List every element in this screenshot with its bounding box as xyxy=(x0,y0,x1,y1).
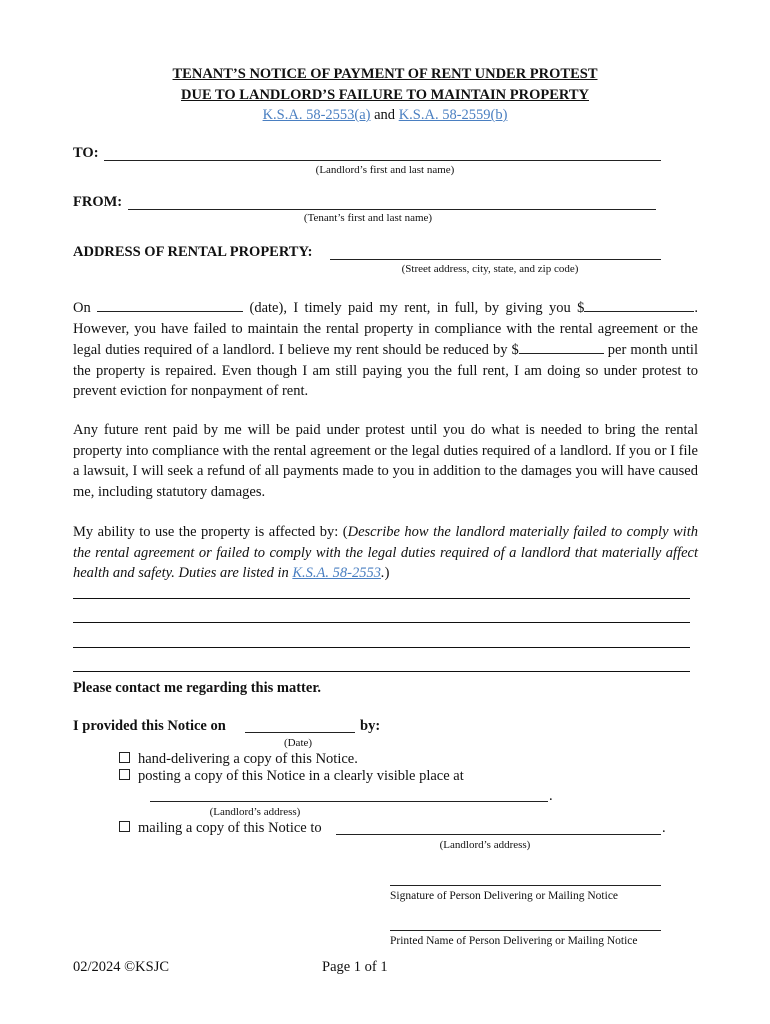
signature-field[interactable] xyxy=(390,885,661,886)
description-line-4[interactable] xyxy=(73,671,690,672)
payment-paragraph xyxy=(73,297,698,402)
payment-text-2: (date), I timely paid my rent, in full, by giving you $ xyxy=(243,300,585,316)
notice-by-label: by: xyxy=(360,718,381,734)
address-label: ADDRESS OF RENTAL PROPERTY: xyxy=(73,244,313,260)
checkbox-mailed[interactable] xyxy=(119,821,130,832)
payment-text-1: On xyxy=(73,300,98,316)
checkbox-hand-delivered[interactable] xyxy=(119,752,130,763)
future-rent-paragraph: Any future rent paid by me will be paid under protest until you do what is needed to bring the rental property into compliance with the rental agreement or the legal duties required of a landlord. If you or I file a lawsuit, I will seek a refund of all payments made to you in addition to the damages you will have caused me, including statutory damages. xyxy=(73,422,698,500)
posted-address-period: . xyxy=(549,788,553,804)
notice-date-field[interactable] xyxy=(245,732,355,733)
affected-intro: My ability to use the property is affected by: ( xyxy=(73,524,348,540)
payment-text-4: per month until the property is repaired. Even though I am still paying you the full rent, I am doing so under protest to prevent eviction for nonpayment of rent. xyxy=(73,342,698,400)
option-mailed-label: mailing a copy of this Notice to xyxy=(138,820,322,836)
mailed-address-field[interactable] xyxy=(336,834,661,835)
footer-page-number: Page 1 of 1 xyxy=(322,959,388,975)
address-caption: (Street address, city, state, and zip code) xyxy=(401,263,579,275)
description-line-2[interactable] xyxy=(73,622,690,623)
statute-link-58-2559b[interactable]: K.S.A. 58-2559(b) xyxy=(398,107,508,123)
to-caption: (Landlord’s first and last name) xyxy=(315,164,455,176)
address-field[interactable] xyxy=(330,259,661,260)
from-caption: (Tenant’s first and last name) xyxy=(303,212,433,224)
notice-date-caption: (Date) xyxy=(283,737,313,749)
document-title-line2: DUE TO LANDLORD’S FAILURE TO MAINTAIN PROPERTY xyxy=(181,87,589,103)
posted-address-field[interactable] xyxy=(150,801,548,802)
payment-amount-blank[interactable] xyxy=(584,297,694,312)
payment-text-3: . However, you have failed to maintain the rental property in compliance with the rental agreement or the legal duties required of a landlord. I believe my rent should be reduced by $ xyxy=(73,300,698,359)
printed-name-field[interactable] xyxy=(390,930,661,931)
printed-name-caption: Printed Name of Person Delivering or Mailing Notice xyxy=(390,935,638,947)
option-posted-label: posting a copy of this Notice in a clearly visible place at xyxy=(138,768,464,784)
checkbox-posted[interactable] xyxy=(119,769,130,780)
payment-date-blank[interactable] xyxy=(97,297,243,312)
contact-request: Please contact me regarding this matter. xyxy=(73,680,322,696)
reduction-amount-blank[interactable] xyxy=(519,339,604,354)
statute-link-58-2553[interactable]: K.S.A. 58-2553 xyxy=(292,565,381,582)
option-mailed[interactable] xyxy=(119,820,322,837)
option-hand-delivered-label: hand-delivering a copy of this Notice. xyxy=(138,751,358,767)
to-label: TO: xyxy=(73,145,99,161)
from-field[interactable] xyxy=(128,209,656,210)
affected-instructions: Describe how the landlord materially failed to comply with the rental agreement or failed to comply with the legal duties required of a landlord that materially affect health and safety. Duties are listed in xyxy=(73,524,698,582)
affected-close-paren: ) xyxy=(384,565,390,582)
statute-link-58-2553a[interactable]: K.S.A. 58-2553(a) xyxy=(262,107,371,123)
statute-references xyxy=(0,107,770,124)
mailed-address-period: . xyxy=(662,820,666,836)
signature-caption: Signature of Person Delivering or Mailing Notice xyxy=(390,890,619,902)
statute-and-text: and xyxy=(370,107,399,123)
notice-provided-label: I provided this Notice on xyxy=(73,718,226,734)
document-title-line1: TENANT’S NOTICE OF PAYMENT OF RENT UNDER PROTEST xyxy=(172,66,598,82)
option-hand-delivered[interactable] xyxy=(119,751,358,768)
description-line-1[interactable] xyxy=(73,598,690,599)
to-field[interactable] xyxy=(104,160,661,161)
affected-period: . xyxy=(380,565,385,582)
description-line-3[interactable] xyxy=(73,647,690,648)
from-label: FROM: xyxy=(73,194,123,210)
property-affected-paragraph xyxy=(73,522,698,584)
mailed-address-caption: (Landlord’s address) xyxy=(439,839,531,851)
posted-address-caption: (Landlord’s address) xyxy=(209,806,301,818)
footer-revision: 02/2024 ©KSJC xyxy=(73,959,170,975)
option-posted[interactable] xyxy=(119,768,464,785)
